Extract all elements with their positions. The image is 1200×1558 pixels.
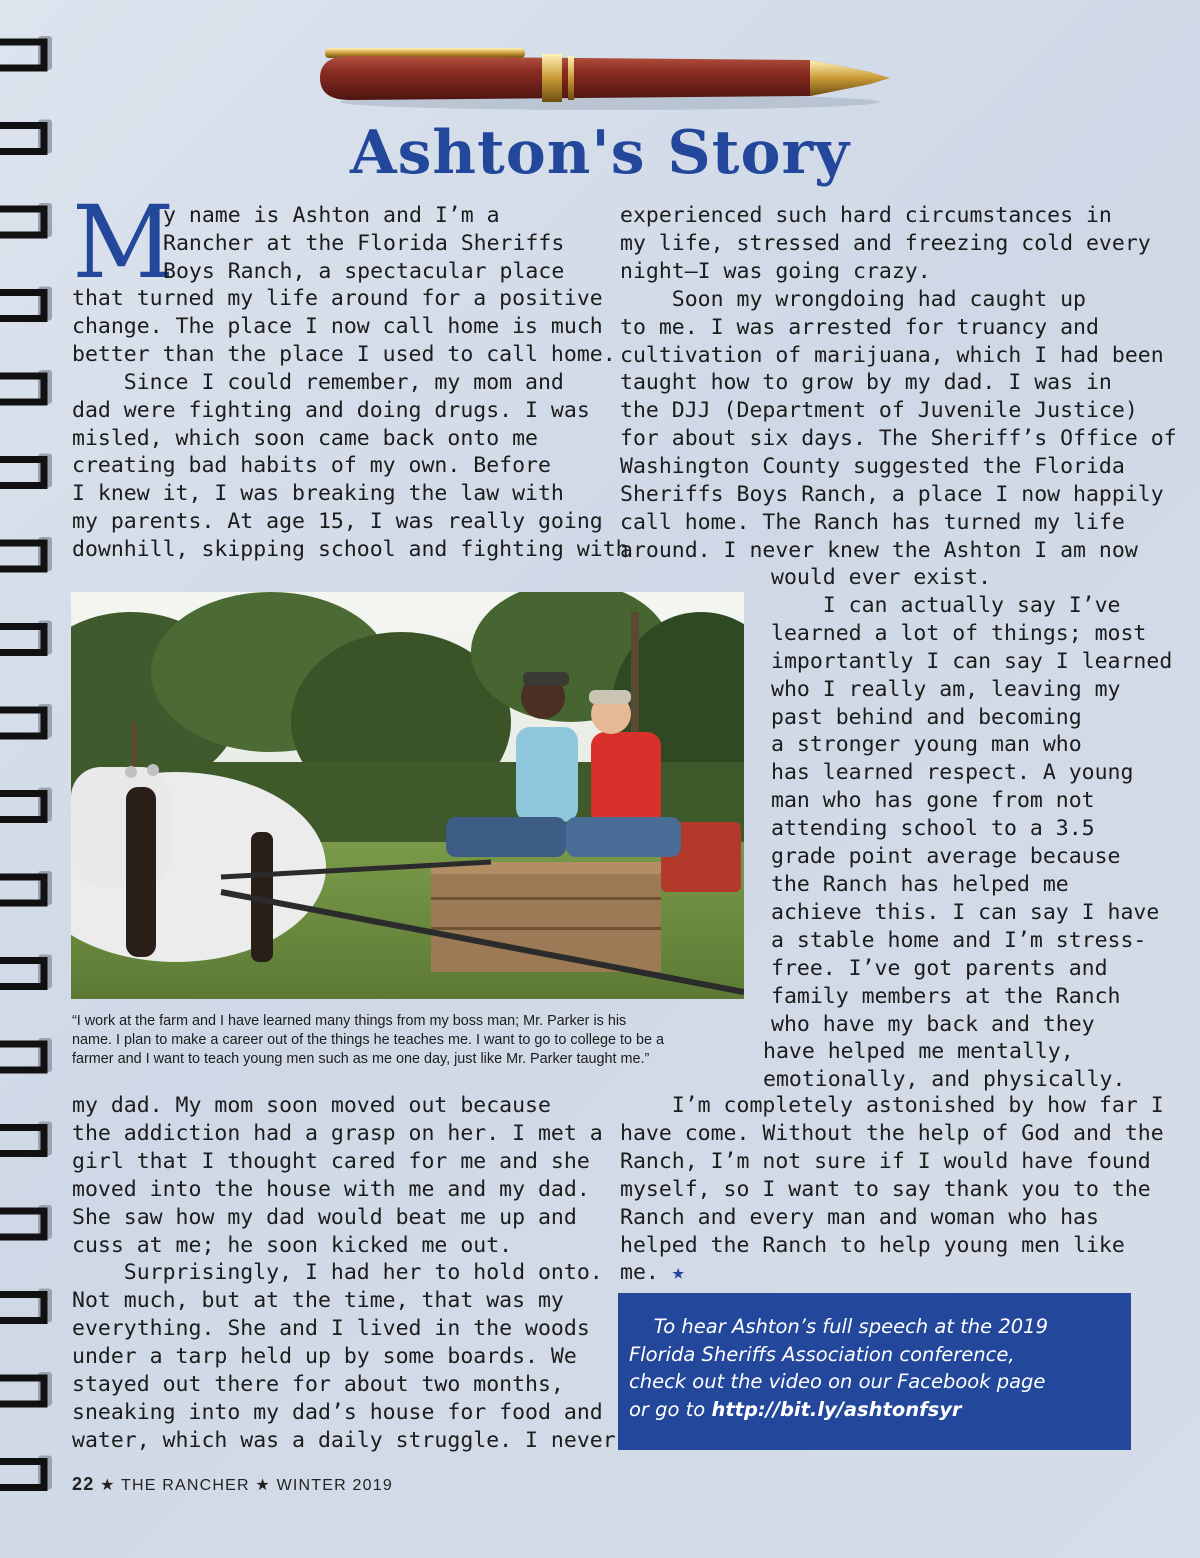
fountain-pen-icon bbox=[310, 40, 900, 120]
binding-ring bbox=[0, 209, 44, 235]
binding-ring bbox=[0, 543, 44, 569]
article-column-1-top: that turned my life around for a positive change. The place I now call home is much better than the place I used to call home. Since I could remember, my mom and dad were fighting and doing drugs. I was misled, which soon came back onto me creating bad habits of my own. Before I knew it, I was breaking the law with my parents. At age 15, I was really going downhill, skipping school and fighting with bbox=[72, 286, 629, 563]
binding-ring bbox=[0, 460, 44, 486]
binding-ring bbox=[0, 1462, 44, 1488]
article-column-2-wrap: would ever exist. I can actually say I’ve learned a lot of things; most importantly I can say I learned who I really am, leaving my past behind and becoming a stronger young man who has learned respect. A young man who has gone from not attending school to a 3.5 grade point average because the Ranch has helped me achieve this. I can say I have a stable home and I’m stress- free. I’ve got parents and family members at the Ranch who have my back and they bbox=[771, 565, 1173, 1037]
ranch-photo bbox=[71, 592, 744, 999]
drop-cap: M bbox=[72, 184, 175, 301]
binding-ring bbox=[0, 293, 44, 319]
page-number: 22 bbox=[72, 1474, 95, 1494]
binding-ring bbox=[0, 1378, 44, 1404]
article-column-1-bottom: my dad. My mom soon moved out because the addiction had a grasp on her. I met a girl that I thought cared for me and she moved into the house with me and my dad. She saw how my dad would beat me up and cuss at me; he soon kicked me out. Surprisingly, I had her to hold onto. Not much, but at the time, that was my everything. She and I lived in the woods under a tarp held up by some boards. We stayed out there for about two months, sneaking into my dad’s house for food and water, which was a daily struggle. I never bbox=[72, 1093, 616, 1453]
binding-ring bbox=[0, 794, 44, 820]
article-column-2-bottom bbox=[620, 1092, 1164, 1287]
video-callout-box bbox=[618, 1293, 1131, 1450]
video-link[interactable]: http://bit.ly/ashtonfsyr bbox=[711, 1397, 962, 1421]
photo-caption: “I work at the farm and I have learned many things from my boss man; Mr. Parker is his name. I plan to make a career out of the things he teaches me. I want to go to college to be a farmer and I want to teach young men such as me one day, just like Mr. Parker taught me.” bbox=[72, 1013, 664, 1067]
binding-ring bbox=[0, 42, 44, 68]
binding-ring bbox=[0, 877, 44, 903]
binding-ring bbox=[0, 627, 44, 653]
article-column-2-mid: have helped me mentally, emotionally, and physically. bbox=[763, 1039, 1126, 1092]
footer-star-icon: ★ bbox=[100, 1477, 116, 1494]
binding-ring bbox=[0, 376, 44, 402]
issue-date: WINTER 2019 bbox=[276, 1477, 393, 1494]
star-icon: ★ bbox=[671, 1260, 685, 1286]
article-paragraph-intro: y name is Ashton and I’m a Rancher at the Florida Sheriffs Boys Ranch, a spectacular place bbox=[163, 203, 565, 284]
footer-star-icon: ★ bbox=[255, 1477, 271, 1494]
article-column-2-top: experienced such hard circumstances in my life, stressed and freezing cold every night—I was going crazy. Soon my wrongdoing had caught up to me. I was arrested for truancy and cultivation of marijuana, which I had been taught how to grow by my dad. I was in the DJJ (Department of Juvenile Justice) for about six days. The Sheriff’s Office of Washington County suggested the Florida Sheriffs Boys Ranch, a place I now happily call home. The Ranch has turned my life around. I never knew the Ashton I am now bbox=[620, 203, 1177, 563]
page-title: Ashton's Story bbox=[350, 118, 850, 188]
binding-ring bbox=[0, 961, 44, 987]
binding-ring bbox=[0, 710, 44, 736]
callout-message: To hear Ashton’s full speech at the 2019 Florida Sheriffs Association conference, check out the video on our Facebook page or go to bbox=[629, 1315, 1048, 1421]
callout-text bbox=[629, 1313, 1121, 1423]
binding-ring bbox=[0, 1295, 44, 1321]
closing-paragraph: I’m completely astonished by how far I have come. Without the help of God and the Ranch, I’m not sure if I would have found myself, so I want to say thank you to the Ranch and every man and woman who has helped the Ranch to help young men like me. bbox=[620, 1093, 1164, 1286]
binding-ring bbox=[0, 1211, 44, 1237]
binding-ring bbox=[0, 1044, 44, 1070]
publication-name: THE RANCHER bbox=[120, 1477, 250, 1494]
binding-ring bbox=[0, 1128, 44, 1154]
page-footer bbox=[72, 1474, 393, 1495]
spiral-binding bbox=[0, 0, 70, 1558]
